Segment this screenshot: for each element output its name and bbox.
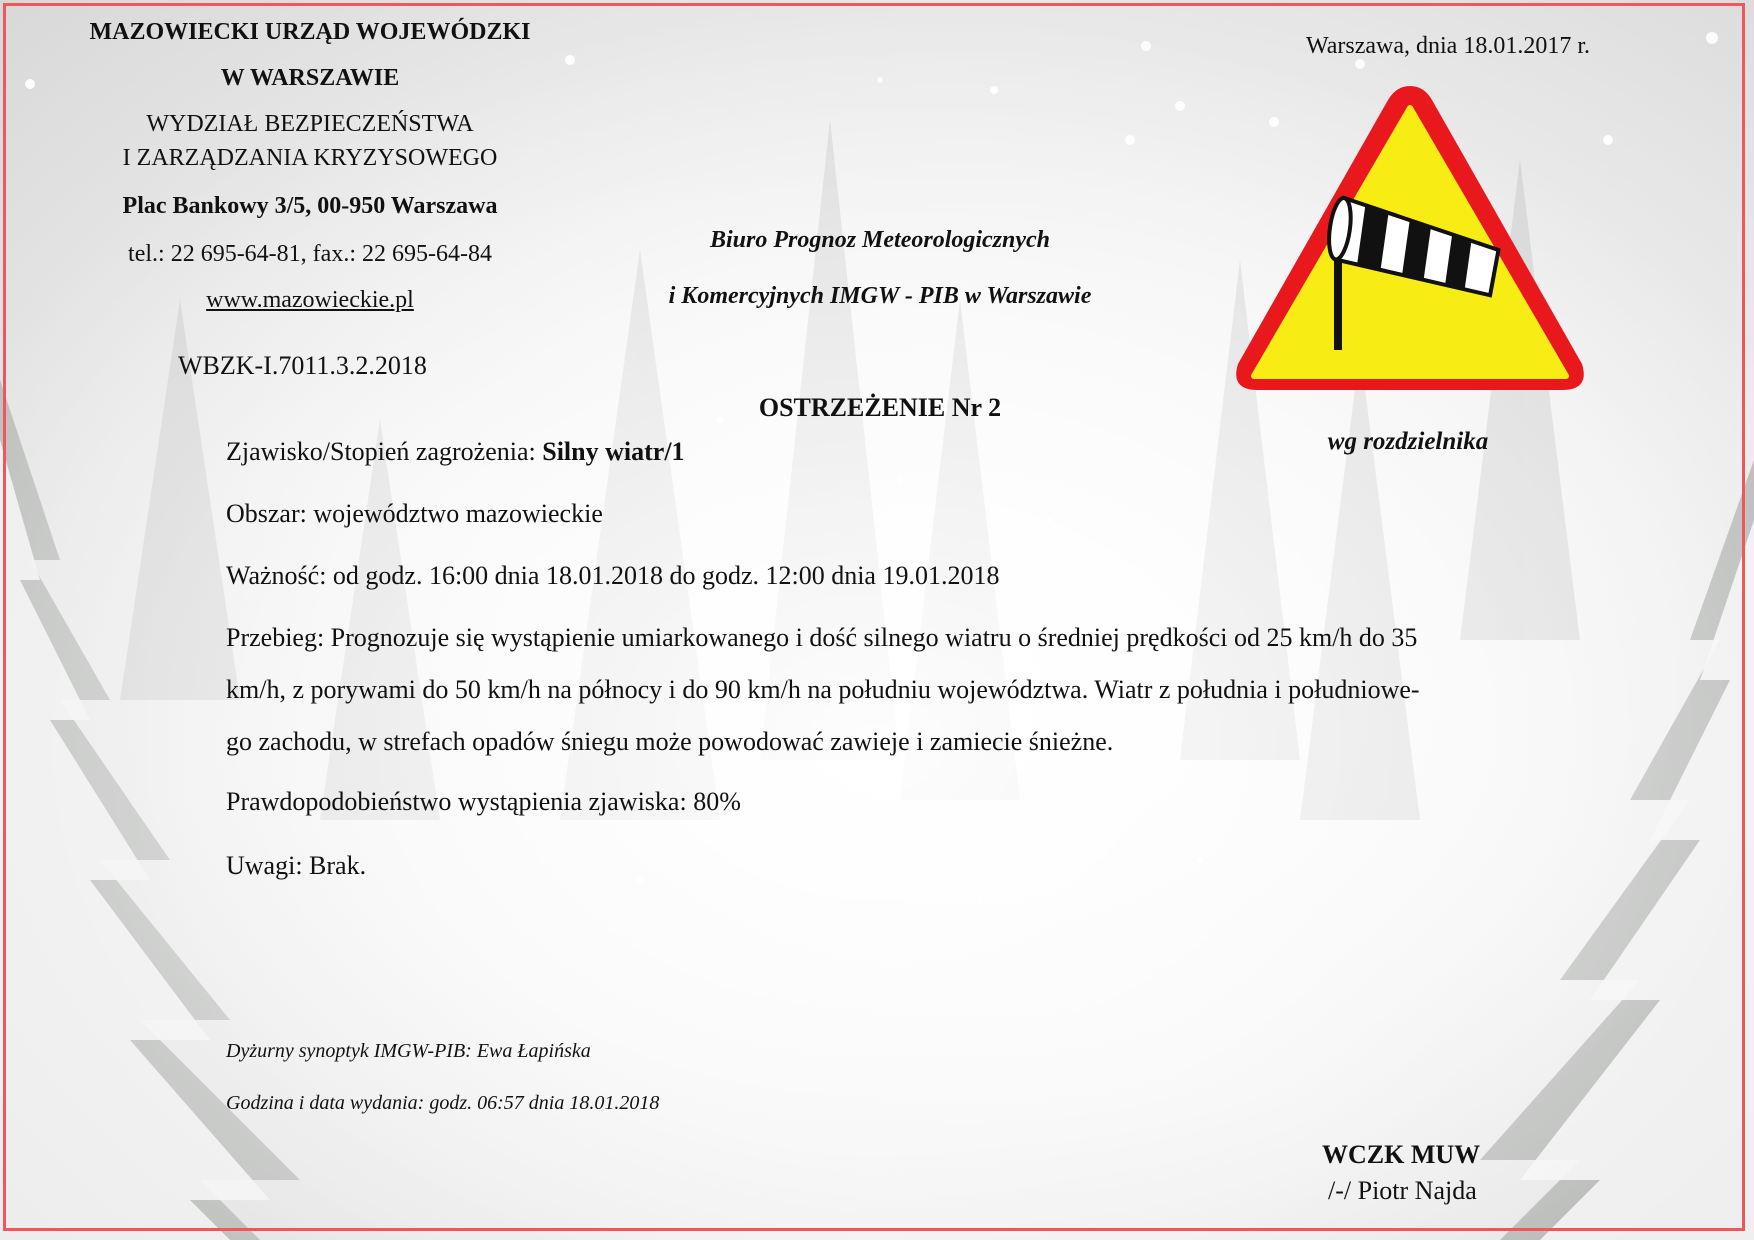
recipient-line2: i Komercyjnych IMGW - PIB w Warszawie: [668, 283, 1092, 309]
website-link[interactable]: www.mazowieckie.pl: [206, 287, 414, 313]
remarks-line: Uwagi: Brak.: [226, 851, 367, 880]
course-line-3: go zachodu, w strefach opadów śniegu może powodować zawieje i zamiecie śnieżne.: [226, 727, 1114, 756]
validity-line: Ważność: od godz. 16:00 dnia 18.01.2018 do godz. 12:00 dnia 19.01.2018: [226, 561, 1000, 590]
distribution-note: wg rozdzielnika: [1327, 428, 1489, 455]
phenomenon-line: [226, 426, 685, 478]
department-line1: WYDZIAŁ BEZPIECZEŃSTWA: [146, 111, 474, 137]
reference-number: WBZK-I.7011.3.2.2018: [178, 351, 427, 380]
warning-title: OSTRZEŻENIE Nr 2: [758, 393, 1002, 422]
office-phone-fax: tel.: 22 695-64-81, fax.: 22 695-64-84: [128, 241, 492, 267]
signature-unit: WCZK MUW: [1322, 1140, 1481, 1169]
course-line-1: Przebieg: Prognozuje się wystąpienie umiarkowanego i dość silnego wiatru o średniej prędkości od 25 km/h do 35: [226, 623, 1418, 652]
office-name-line2: W WARSZAWIE: [220, 65, 400, 91]
course-line-2: km/h, z porywami do 50 km/h na północy i do 90 km/h na południu województwa. Wiatr z południa i południowe-: [226, 675, 1420, 704]
recipient-line1: Biuro Prognoz Meteorologicznych: [709, 227, 1051, 253]
office-name-line1: MAZOWIECKI URZĄD WOJEWÓDZKI: [89, 19, 531, 45]
issue-time-note: Godzina i data wydania: godz. 06:57 dnia 18.01.2018: [226, 1092, 660, 1114]
phenomenon-value: Silny wiatr/1: [542, 437, 685, 466]
area-line: Obszar: województwo mazowieckie: [226, 499, 603, 528]
signature-name: /-/ Piotr Najda: [1328, 1176, 1477, 1205]
office-address: Plac Bankowy 3/5, 00-950 Warszawa: [122, 193, 498, 219]
phenomenon-label: Zjawisko/Stopień zagrożenia:: [226, 437, 543, 466]
windsock-warning-triangle-icon: [1228, 78, 1592, 398]
date-line: Warszawa, dnia 18.01.2017 r.: [1306, 33, 1590, 59]
synoptic-note: Dyżurny synoptyk IMGW-PIB: Ewa Łapińska: [226, 1040, 591, 1062]
probability-line: Prawdopodobieństwo wystąpienia zjawiska: 80%: [226, 787, 741, 816]
department-line2: I ZARZĄDZANIA KRYZYSOWEGO: [122, 145, 498, 171]
